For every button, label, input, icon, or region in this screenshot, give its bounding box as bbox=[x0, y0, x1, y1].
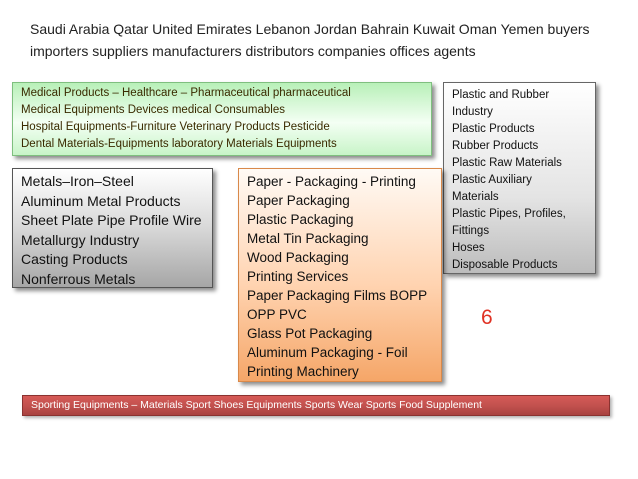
plastic-rubber-line: Materials bbox=[452, 191, 499, 203]
paper-line: OPP PVC bbox=[247, 307, 307, 322]
page-number: 6 bbox=[481, 306, 493, 329]
medical-line: Dental Materials-Equipments laboratory Materials Equipments bbox=[21, 138, 337, 150]
metals-line: Aluminum Metal Products bbox=[21, 192, 181, 209]
metals-line: Metallurgy Industry bbox=[21, 231, 140, 248]
header-line-1: Saudi Arabia Qatar United Emirates Lebanon Jordan Bahrain Kuwait Oman Yemen buyers bbox=[30, 21, 590, 37]
metals-line: Casting Products bbox=[21, 251, 128, 267]
plastic-rubber-line: Industry bbox=[452, 106, 493, 118]
paper-line: Aluminum Packaging - Foil bbox=[247, 345, 408, 360]
paper-line: Printing Machinery bbox=[247, 364, 359, 379]
paper-line: Printing Services bbox=[247, 269, 349, 284]
plastic-rubber-line: Fittings bbox=[452, 225, 490, 237]
paper-line: Paper Packaging Films BOPP bbox=[247, 288, 428, 303]
plastic-rubber-line: Plastic Pipes, Profiles, bbox=[452, 208, 566, 220]
plastic-rubber-line: Plastic Products bbox=[452, 123, 535, 135]
plastic-rubber-line: Plastic and Rubber bbox=[452, 89, 550, 101]
paper-packaging-box bbox=[238, 168, 442, 382]
medical-line: Medical Products – Healthcare – Pharmaceutical pharmaceutical bbox=[21, 87, 351, 99]
paper-line: Plastic Packaging bbox=[247, 212, 354, 227]
header-line-2: importers suppliers manufacturers distributors companies offices agents bbox=[30, 43, 476, 59]
plastic-rubber-line: Rubber Products bbox=[452, 140, 539, 152]
plastic-rubber-line: Hoses bbox=[452, 242, 485, 254]
plastic-rubber-box bbox=[443, 82, 596, 274]
metals-line: Metals–Iron–Steel bbox=[21, 173, 134, 189]
plastic-rubber-line: Plastic Raw Materials bbox=[452, 157, 562, 169]
header-text bbox=[30, 18, 620, 62]
metals-line: Nonferrous Metals bbox=[21, 270, 136, 287]
plastic-rubber-line: Plastic Auxiliary bbox=[452, 174, 532, 186]
sporting-equipment-bar: Sporting Equipments – Materials Sport Shoes Equipments Sports Wear Sports Food Supplement bbox=[22, 395, 610, 416]
paper-line: Metal Tin Packaging bbox=[247, 231, 369, 246]
plastic-rubber-line: Disposable Products bbox=[452, 259, 558, 271]
paper-line: Wood Packaging bbox=[247, 250, 349, 265]
medical-products-box bbox=[12, 82, 432, 156]
medical-line: Medical Equipments Devices medical Consumables bbox=[21, 104, 285, 116]
paper-line: Paper Packaging bbox=[247, 193, 350, 208]
medical-line: Hospital Equipments-Furniture Veterinary Products Pesticide bbox=[21, 121, 330, 133]
metals-box bbox=[12, 168, 213, 288]
metals-line: Sheet Plate Pipe Profile Wire bbox=[21, 212, 202, 228]
paper-line: Paper - Packaging - Printing bbox=[247, 174, 416, 189]
paper-line: Glass Pot Packaging bbox=[247, 326, 373, 341]
